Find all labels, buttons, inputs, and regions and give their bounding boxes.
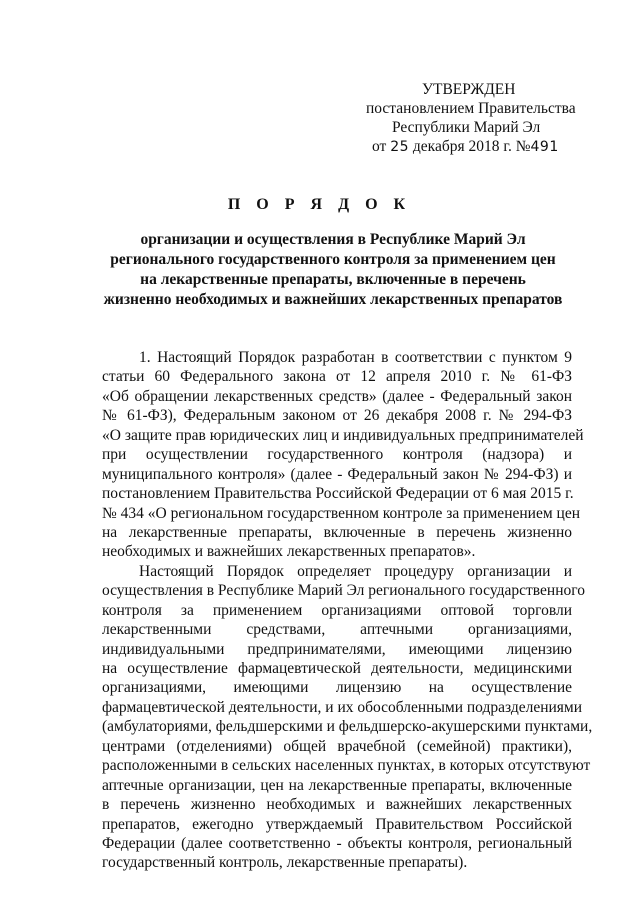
paragraph-line: контроля за применением организациями оптовой торговли: [102, 601, 572, 619]
paragraph-line: при осуществлении государственного контроля (надзора) и: [102, 446, 572, 464]
document-body: [102, 348, 593, 873]
approval-resolution: постановлением Правительства: [366, 100, 576, 117]
paragraph-line: № 434 «О региональном государственном контроле за применением цен: [102, 504, 580, 522]
paragraph-line: (амбулаториями, фельдшерскими и фельдшерско-акушерскими пунктами,: [102, 718, 593, 736]
paragraph-line: Федерации (далее соответственно - объекты контроля, региональный: [102, 834, 572, 852]
document-title: П О Р Я Д О К: [227, 196, 412, 213]
paragraph-line: аптечные организации, цен на лекарственные препараты, включенные: [102, 776, 572, 794]
paragraph-line: постановлением Правительства Российской Федерации от 6 мая 2015 г.: [102, 485, 574, 503]
paragraph-line: препаратов, ежегодно утверждаемый Правительством Российской: [102, 815, 572, 833]
paragraph-line: расположенными в сельских населенных пунктах, в которых отсутствуют: [102, 757, 591, 775]
paragraph-line: № 61-ФЗ), Федеральным законом от 26 декабря 2008 г. № 294-ФЗ: [102, 407, 572, 425]
approval-number: 491: [530, 139, 559, 155]
paragraph-line: на осуществление фармацевтической деятельности, медицинскими: [102, 660, 572, 677]
subtitle-line: жизненно необходимых и важнейших лекарственных препаратов: [103, 291, 563, 308]
paragraph-line: необходимых и важнейших лекарственных препаратов».: [102, 543, 476, 561]
paragraph-line: индивидуальными предпринимателями, имеющими лицензию: [102, 640, 572, 658]
approval-date-prefix: от: [372, 138, 387, 155]
paragraph-line: фармацевтической деятельности, и их обособленными подразделениями: [102, 698, 583, 716]
approval-block: [366, 80, 606, 157]
paragraph-line: организациями, имеющими лицензию на осуществление: [102, 679, 572, 697]
paragraph-line: государственный контроль, лекарственные препараты).: [102, 854, 468, 872]
approval-republic: Республики Марий Эл: [392, 119, 541, 136]
subtitle-line: регионального государственного контроля за применением цен: [110, 251, 556, 268]
paragraph-line: 1. Настоящий Порядок разработан в соответствии с пунктом 9: [139, 349, 572, 366]
paragraph-line: статьи 60 Федерального закона от 12 апреля 2010 г. № 61-ФЗ: [102, 368, 572, 386]
paragraph-line: центрами (отделениями) общей врачебной (семейной) практики),: [102, 737, 572, 755]
paragraph-line: «Об обращении лекарственных средств» (далее - Федеральный закон: [102, 387, 572, 405]
paragraph-line: осуществления в Республике Марий Эл регионального государственного: [102, 582, 585, 600]
approval-heading: УТВЕРЖДЕН: [422, 81, 516, 98]
paragraph-line: лекарственными средствами, аптечными организациями,: [102, 621, 572, 639]
paragraph-line: в перечень жизненно необходимых и важнейших лекарственных: [102, 796, 572, 814]
subtitle-line: на лекарственные препараты, включенные в перечень: [140, 271, 526, 288]
approval-date-line: [366, 137, 606, 157]
paragraph-line: на лекарственные препараты, включенные в перечень жизненно: [102, 523, 572, 541]
subtitle-line: организации и осуществления в Республике Марий Эл: [140, 231, 526, 248]
paragraph-line: Настоящий Порядок определяет процедуру организации и: [139, 562, 572, 580]
approval-date-day: 25: [390, 139, 410, 155]
approval-date-rest: декабря 2018 г. №: [412, 138, 531, 155]
paragraph-line: «О защите прав юридических лиц и индивидуальных предпринимателей: [102, 426, 584, 444]
document-subtitle: [96, 230, 570, 310]
paragraph-line: муниципального контроля» (далее - Федеральный закон № 294-ФЗ) и: [102, 465, 572, 483]
